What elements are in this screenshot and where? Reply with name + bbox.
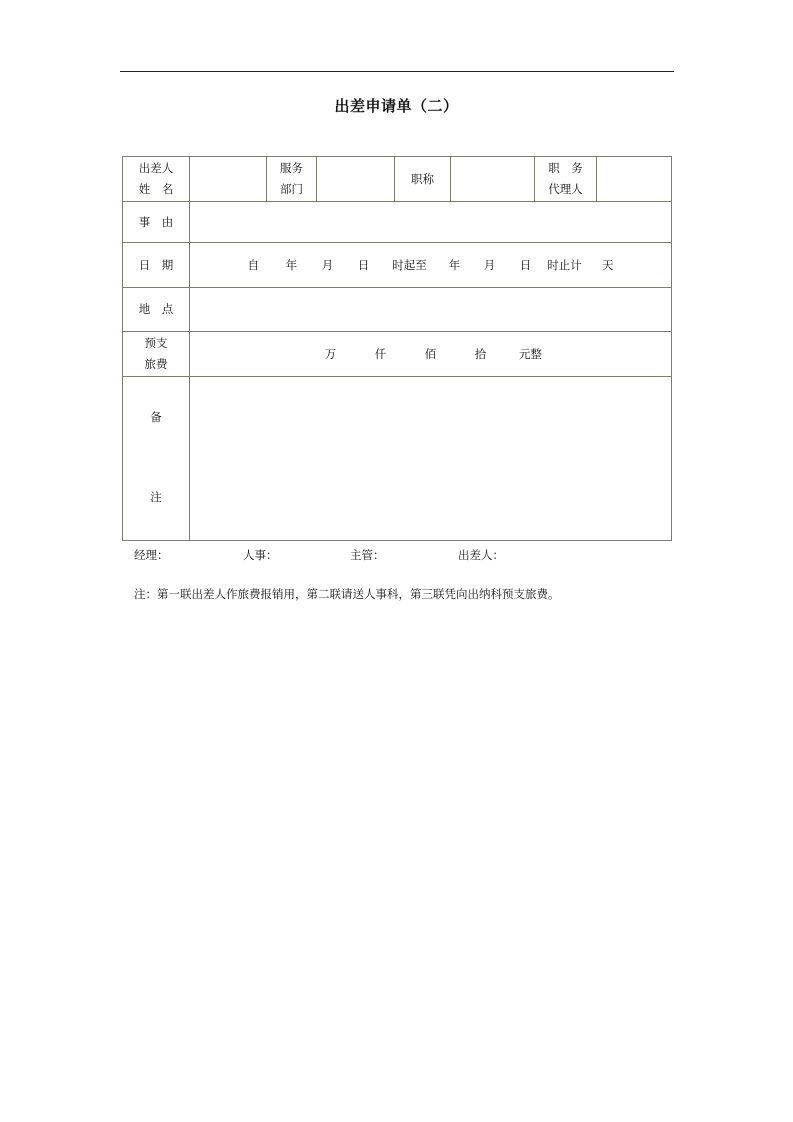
- money-part-qian: 仟: [374, 346, 387, 361]
- date-part-days: 天: [602, 257, 614, 272]
- date-part-from: 自: [247, 257, 259, 272]
- travel-request-form: [122, 156, 672, 541]
- top-rule: [120, 71, 674, 72]
- department-field[interactable]: [317, 157, 395, 202]
- agent-label: 职 务 代理人: [535, 157, 597, 202]
- agent-field[interactable]: [597, 157, 672, 202]
- remarks-field[interactable]: [190, 377, 672, 541]
- remarks-label-top: 备: [150, 410, 162, 424]
- date-field[interactable]: [190, 243, 672, 288]
- row-date: [123, 243, 672, 288]
- reason-field[interactable]: [190, 202, 672, 243]
- department-label: 服务 部门: [267, 157, 317, 202]
- advance-label: 预支 旅费: [123, 332, 190, 377]
- advance-field[interactable]: [190, 332, 672, 377]
- date-part-year-end: 年: [448, 257, 461, 272]
- place-label: 地 点: [123, 288, 190, 332]
- money-part-shi: 拾: [474, 346, 487, 361]
- signature-traveler: 出差人：: [458, 548, 504, 562]
- remarks-label-bottom: 注: [150, 490, 162, 504]
- date-label: 日 期: [123, 243, 190, 288]
- row-place: [123, 288, 672, 332]
- footnote: 注：第一联出差人作旅费报销用，第二联请送人事科，第三联凭向出纳科预支旅费。: [134, 587, 560, 601]
- traveler-name-label: 出差人 姓 名: [123, 157, 190, 202]
- signature-manager: 经理：: [134, 548, 169, 562]
- date-part-year: 年: [285, 257, 298, 272]
- money-part-wan: 万: [324, 346, 337, 361]
- row-traveler: [123, 157, 672, 202]
- reason-label: 事 由: [123, 202, 190, 243]
- traveler-name-field[interactable]: [190, 157, 267, 202]
- position-label: 职称: [395, 157, 451, 202]
- date-part-day: 日: [357, 257, 370, 272]
- page-title: 出差申请单（二）: [334, 97, 459, 115]
- date-part-hour-to: 时起至: [392, 257, 427, 272]
- row-reason: [123, 202, 672, 243]
- date-part-month-end: 月: [483, 257, 496, 272]
- row-remarks: [123, 377, 672, 541]
- money-part-bai: 佰: [424, 346, 437, 361]
- date-part-day-end: 日: [519, 257, 532, 272]
- place-field[interactable]: [190, 288, 672, 332]
- date-part-hour-total: 时止计: [547, 257, 582, 272]
- signature-hr: 人事：: [243, 548, 278, 562]
- money-part-yuan: 元整: [519, 346, 542, 361]
- row-advance: [123, 332, 672, 377]
- position-field[interactable]: [451, 157, 535, 202]
- remarks-label: [123, 377, 190, 541]
- signature-supervisor: 主管：: [350, 548, 385, 562]
- date-part-month: 月: [321, 257, 334, 272]
